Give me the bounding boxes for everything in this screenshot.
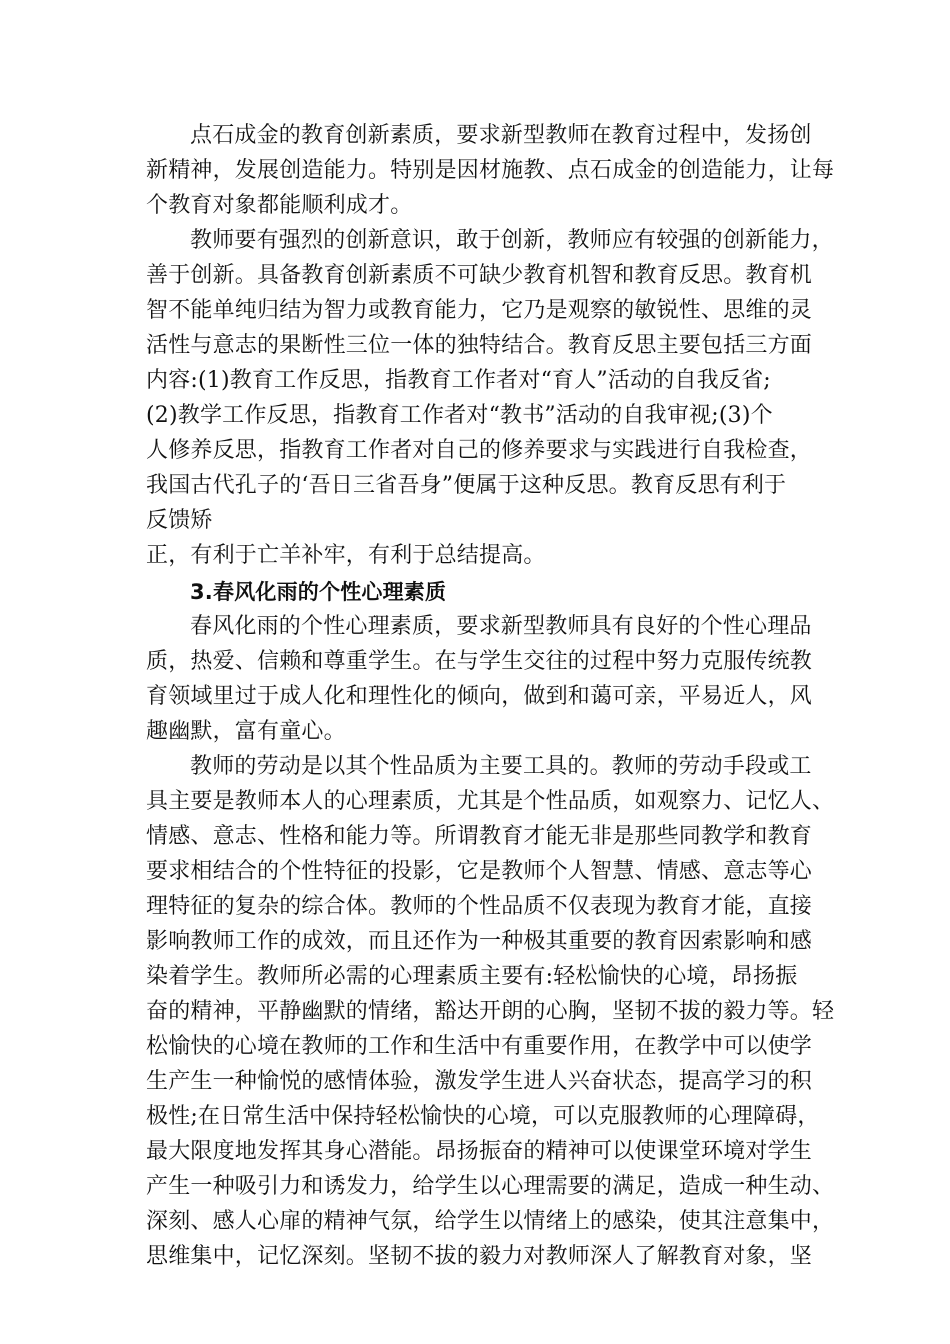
text-line: (2)教学工作反思，指教育工作者对“教书”活动的自我审视;(3)个: [146, 403, 773, 428]
text-line: 深刻、感人心扉的精神气氛，给学生以情绪上的感染，使其注意集中，: [146, 1209, 835, 1234]
text-line: 人修养反思，指教育工作者对自己的修养要求与实践进行自我检查，: [146, 438, 813, 463]
text-line: 点石成金的教育创新素质，要求新型教师在教育过程中，发扬创: [190, 123, 812, 148]
text-line: 内容:(1)教育工作反思，指教育工作者对“育人”活动的自我反省;: [146, 368, 771, 393]
text-line: 最大限度地发挥其身心潜能。昂扬振奋的精神可以使课堂环境对学生: [146, 1139, 813, 1164]
text-line: 个教育对象都能顺利成才。: [146, 193, 413, 218]
text-line: 反馈矫: [146, 508, 213, 533]
text-line: 理特征的复杂的综合体。教师的个性品质不仅表现为教育才能，直接: [146, 894, 813, 919]
text-line: 影响教师工作的成效，而且还作为一种极其重要的教育因索影响和感: [146, 929, 813, 954]
text-line: 思维集中，记忆深刻。坚韧不拔的毅力对教师深人了解教育对象，坚: [146, 1244, 813, 1269]
text-line: 教师的劳动是以其个性品质为主要工具的。教师的劳动手段或工: [190, 754, 812, 779]
text-line: 具主要是教师本人的心理素质，尤其是个性品质，如观察力、记忆人、: [146, 789, 835, 814]
text-line: 育领域里过于成人化和理性化的倾向，做到和蔼可亲，平易近人，风: [146, 684, 813, 709]
text-line: 质，热爱、信赖和尊重学生。在与学生交往的过程中努力克服传统教: [146, 649, 813, 674]
text-line: 教师要有强烈的创新意识，敢于创新，教师应有较强的创新能力，: [190, 228, 834, 253]
text-line: 正，有利于亡羊补牢，有利于总结提高。: [146, 543, 546, 568]
text-line: 我国古代孔子的‘吾日三省吾身”便属于这种反思。教育反思有利于: [146, 473, 787, 498]
text-line: 智不能单纯归结为智力或教育能力，它乃是观察的敏锐性、思维的灵: [146, 298, 813, 323]
section-heading: 3.春风化雨的个性心理素质: [190, 580, 447, 604]
text-line: 情感、意志、性格和能力等。所谓教育才能无非是那些同教学和教育: [146, 824, 813, 849]
text-line: 极性;在日常生活中保持轻松愉快的心境，可以克服教师的心理障碍，: [146, 1104, 820, 1129]
text-line: 趣幽默，富有童心。: [146, 719, 346, 744]
text-line: 染着学生。教师所必需的心理素质主要有:轻松愉快的心境，昂扬振: [146, 964, 798, 989]
text-line: 春风化雨的个性心理素质，要求新型教师具有良好的个性心理品: [190, 614, 812, 639]
text-line: 奋的精神，平静幽默的情绪，豁达开朗的心胸，坚韧不拔的毅力等。轻: [146, 999, 835, 1024]
text-line: 松愉快的心境在教师的工作和生活中有重要作用，在教学中可以使学: [146, 1034, 813, 1059]
text-line: 产生一种吸引力和诱发力，给学生以心理需要的满足，造成一种生动、: [146, 1174, 835, 1199]
text-line: 生产生一种愉悦的感情体验，激发学生进人兴奋状态，提高学习的积: [146, 1069, 813, 1094]
text-line: 要求相结合的个性特征的投影，它是教师个人智慧、情感、意志等心: [146, 859, 813, 884]
text-line: 善于创新。具备教育创新素质不可缺少教育机智和教育反思。教育机: [146, 263, 813, 288]
text-line: 活性与意志的果断性三位一体的独特结合。教育反思主要包括三方面: [146, 333, 813, 358]
text-line: 新精神，发展创造能力。特别是因材施教、点石成金的创造能力，让每: [146, 158, 835, 183]
